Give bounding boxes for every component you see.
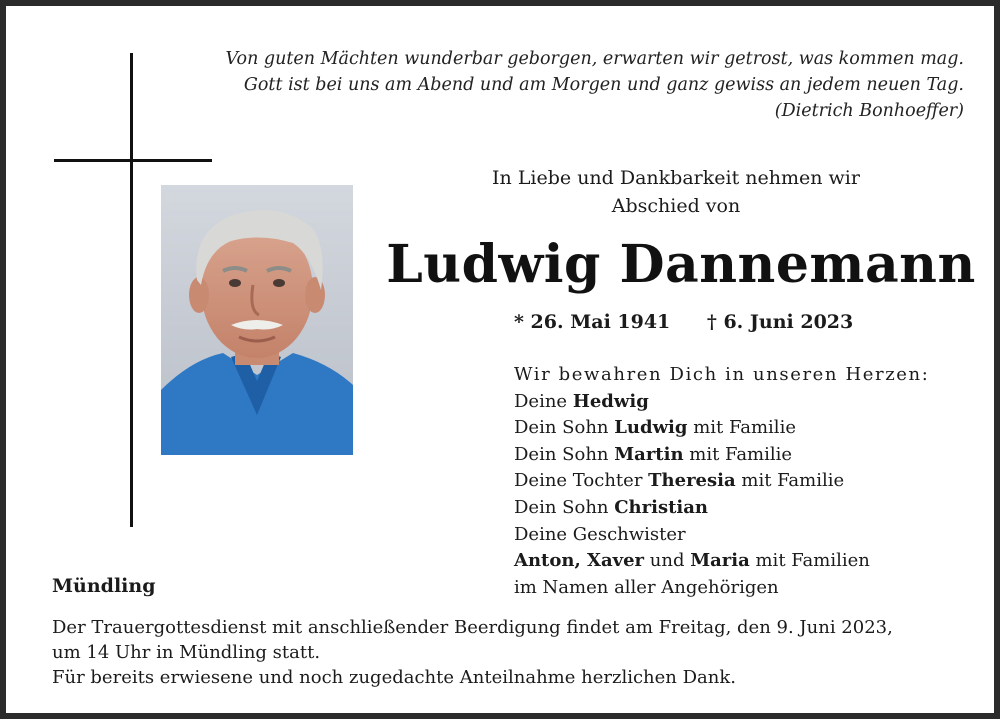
deceased-name: Ludwig Dannemann	[386, 234, 976, 295]
intro-text	[426, 164, 926, 220]
mourners-closing: im Namen aller Angehörigen	[514, 576, 779, 598]
mourner-relation: Deine	[514, 390, 573, 412]
mourner-suffix: mit Familie	[687, 417, 796, 439]
service-line-2: um 14 Uhr in Mündling statt.	[52, 642, 321, 663]
mourners-heading: Wir bewahren Dich in unseren Herzen:	[514, 364, 930, 385]
siblings-row	[514, 548, 929, 575]
mourner-row	[514, 468, 929, 495]
mourner-row	[514, 389, 929, 416]
siblings-label: Deine Geschwister	[514, 523, 686, 545]
mourner-name: Martin	[614, 443, 684, 465]
cross-vertical-bar	[130, 53, 133, 527]
mourner-row	[514, 495, 929, 522]
quote-line-1: Von guten Mächten wunderbar geborgen, erwarten wir getrost, was kommen mag.	[225, 49, 964, 69]
mourner-name: Ludwig	[614, 417, 688, 439]
sibling-name: Maria	[690, 550, 750, 572]
siblings-conjunction: und	[644, 550, 691, 572]
intro-line-2: Abschied von	[611, 195, 741, 217]
mourner-relation: Dein Sohn	[514, 443, 615, 465]
bonhoeffer-quote	[204, 46, 964, 124]
quote-author: (Dietrich Bonhoeffer)	[774, 101, 964, 121]
life-dates	[514, 311, 883, 333]
mourner-suffix: mit Familie	[735, 470, 845, 492]
thanks-line: Für bereits erwiesene und noch zugedachte Anteilnahme herzlichen Dank.	[52, 667, 736, 688]
mourners-list	[514, 362, 929, 601]
mourner-relation: Deine Tochter	[514, 470, 649, 492]
mourner-name: Theresia	[648, 470, 736, 492]
mourner-relation: Dein Sohn	[514, 417, 615, 439]
death-date: † 6. Juni 2023	[706, 311, 854, 333]
mourner-row	[514, 415, 929, 442]
mourner-name: Christian	[614, 496, 709, 518]
intro-line-1: In Liebe und Dankbarkeit nehmen wir	[492, 167, 860, 189]
siblings-suffix: mit Familien	[749, 550, 870, 572]
birth-date: * 26. Mai 1941	[514, 311, 671, 333]
place-name: Mündling	[52, 575, 156, 597]
portrait-photo	[161, 185, 353, 455]
mourner-name: Hedwig	[572, 390, 649, 412]
mourner-row	[514, 442, 929, 469]
service-notice	[52, 615, 972, 690]
siblings-names: Anton, Xaver	[514, 550, 645, 572]
service-line-1: Der Trauergottesdienst mit anschließender Beerdigung findet am Freitag, den 9. Juni 2023,	[52, 617, 893, 638]
portrait-illustration	[161, 185, 353, 455]
mourner-relation: Dein Sohn	[514, 496, 615, 518]
cross-horizontal-bar	[54, 159, 212, 162]
mourner-suffix: mit Familie	[683, 443, 793, 465]
quote-line-2: Gott ist bei uns am Abend und am Morgen und ganz gewiss an jedem neuen Tag.	[243, 75, 964, 95]
